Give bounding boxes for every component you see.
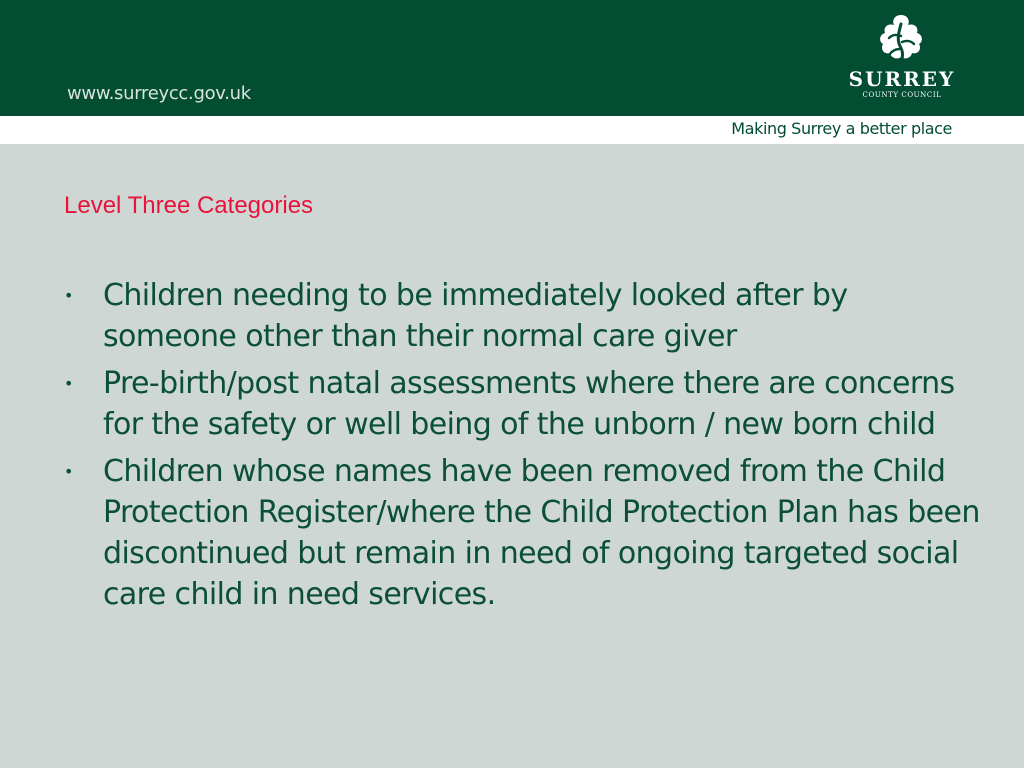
- bullet-text: Pre-birth/post natal assessments where there are concerns for the safety or well being of the unborn / new born child: [103, 366, 955, 442]
- tagline: Making Surrey a better place: [731, 119, 952, 138]
- slide-title: Level Three Categories: [64, 192, 314, 219]
- bullet-text: Children needing to be immediately looked after by someone other than their normal care giver: [103, 278, 848, 354]
- surrey-logo: [842, 12, 962, 106]
- bullet-text: Children whose names have been removed from the Child Protection Register/where the Child Protection Plan has been discontinued but remain in need of ongoing targeted social care child in need services.: [103, 454, 980, 612]
- logo-name: SURREY: [848, 67, 956, 91]
- bullet-item: [64, 363, 984, 445]
- bullet-icon: •: [64, 462, 73, 481]
- bullet-item: [64, 275, 984, 357]
- bullet-icon: •: [64, 374, 73, 393]
- logo-subtitle: COUNTY COUNCIL: [862, 91, 942, 99]
- oak-leaf-icon: [874, 12, 928, 68]
- bullet-icon: •: [64, 286, 73, 305]
- website-url: www.surreycc.gov.uk: [67, 83, 251, 104]
- bullet-item: [64, 451, 984, 615]
- bullet-list: [64, 275, 984, 621]
- header-bar: [0, 0, 1024, 116]
